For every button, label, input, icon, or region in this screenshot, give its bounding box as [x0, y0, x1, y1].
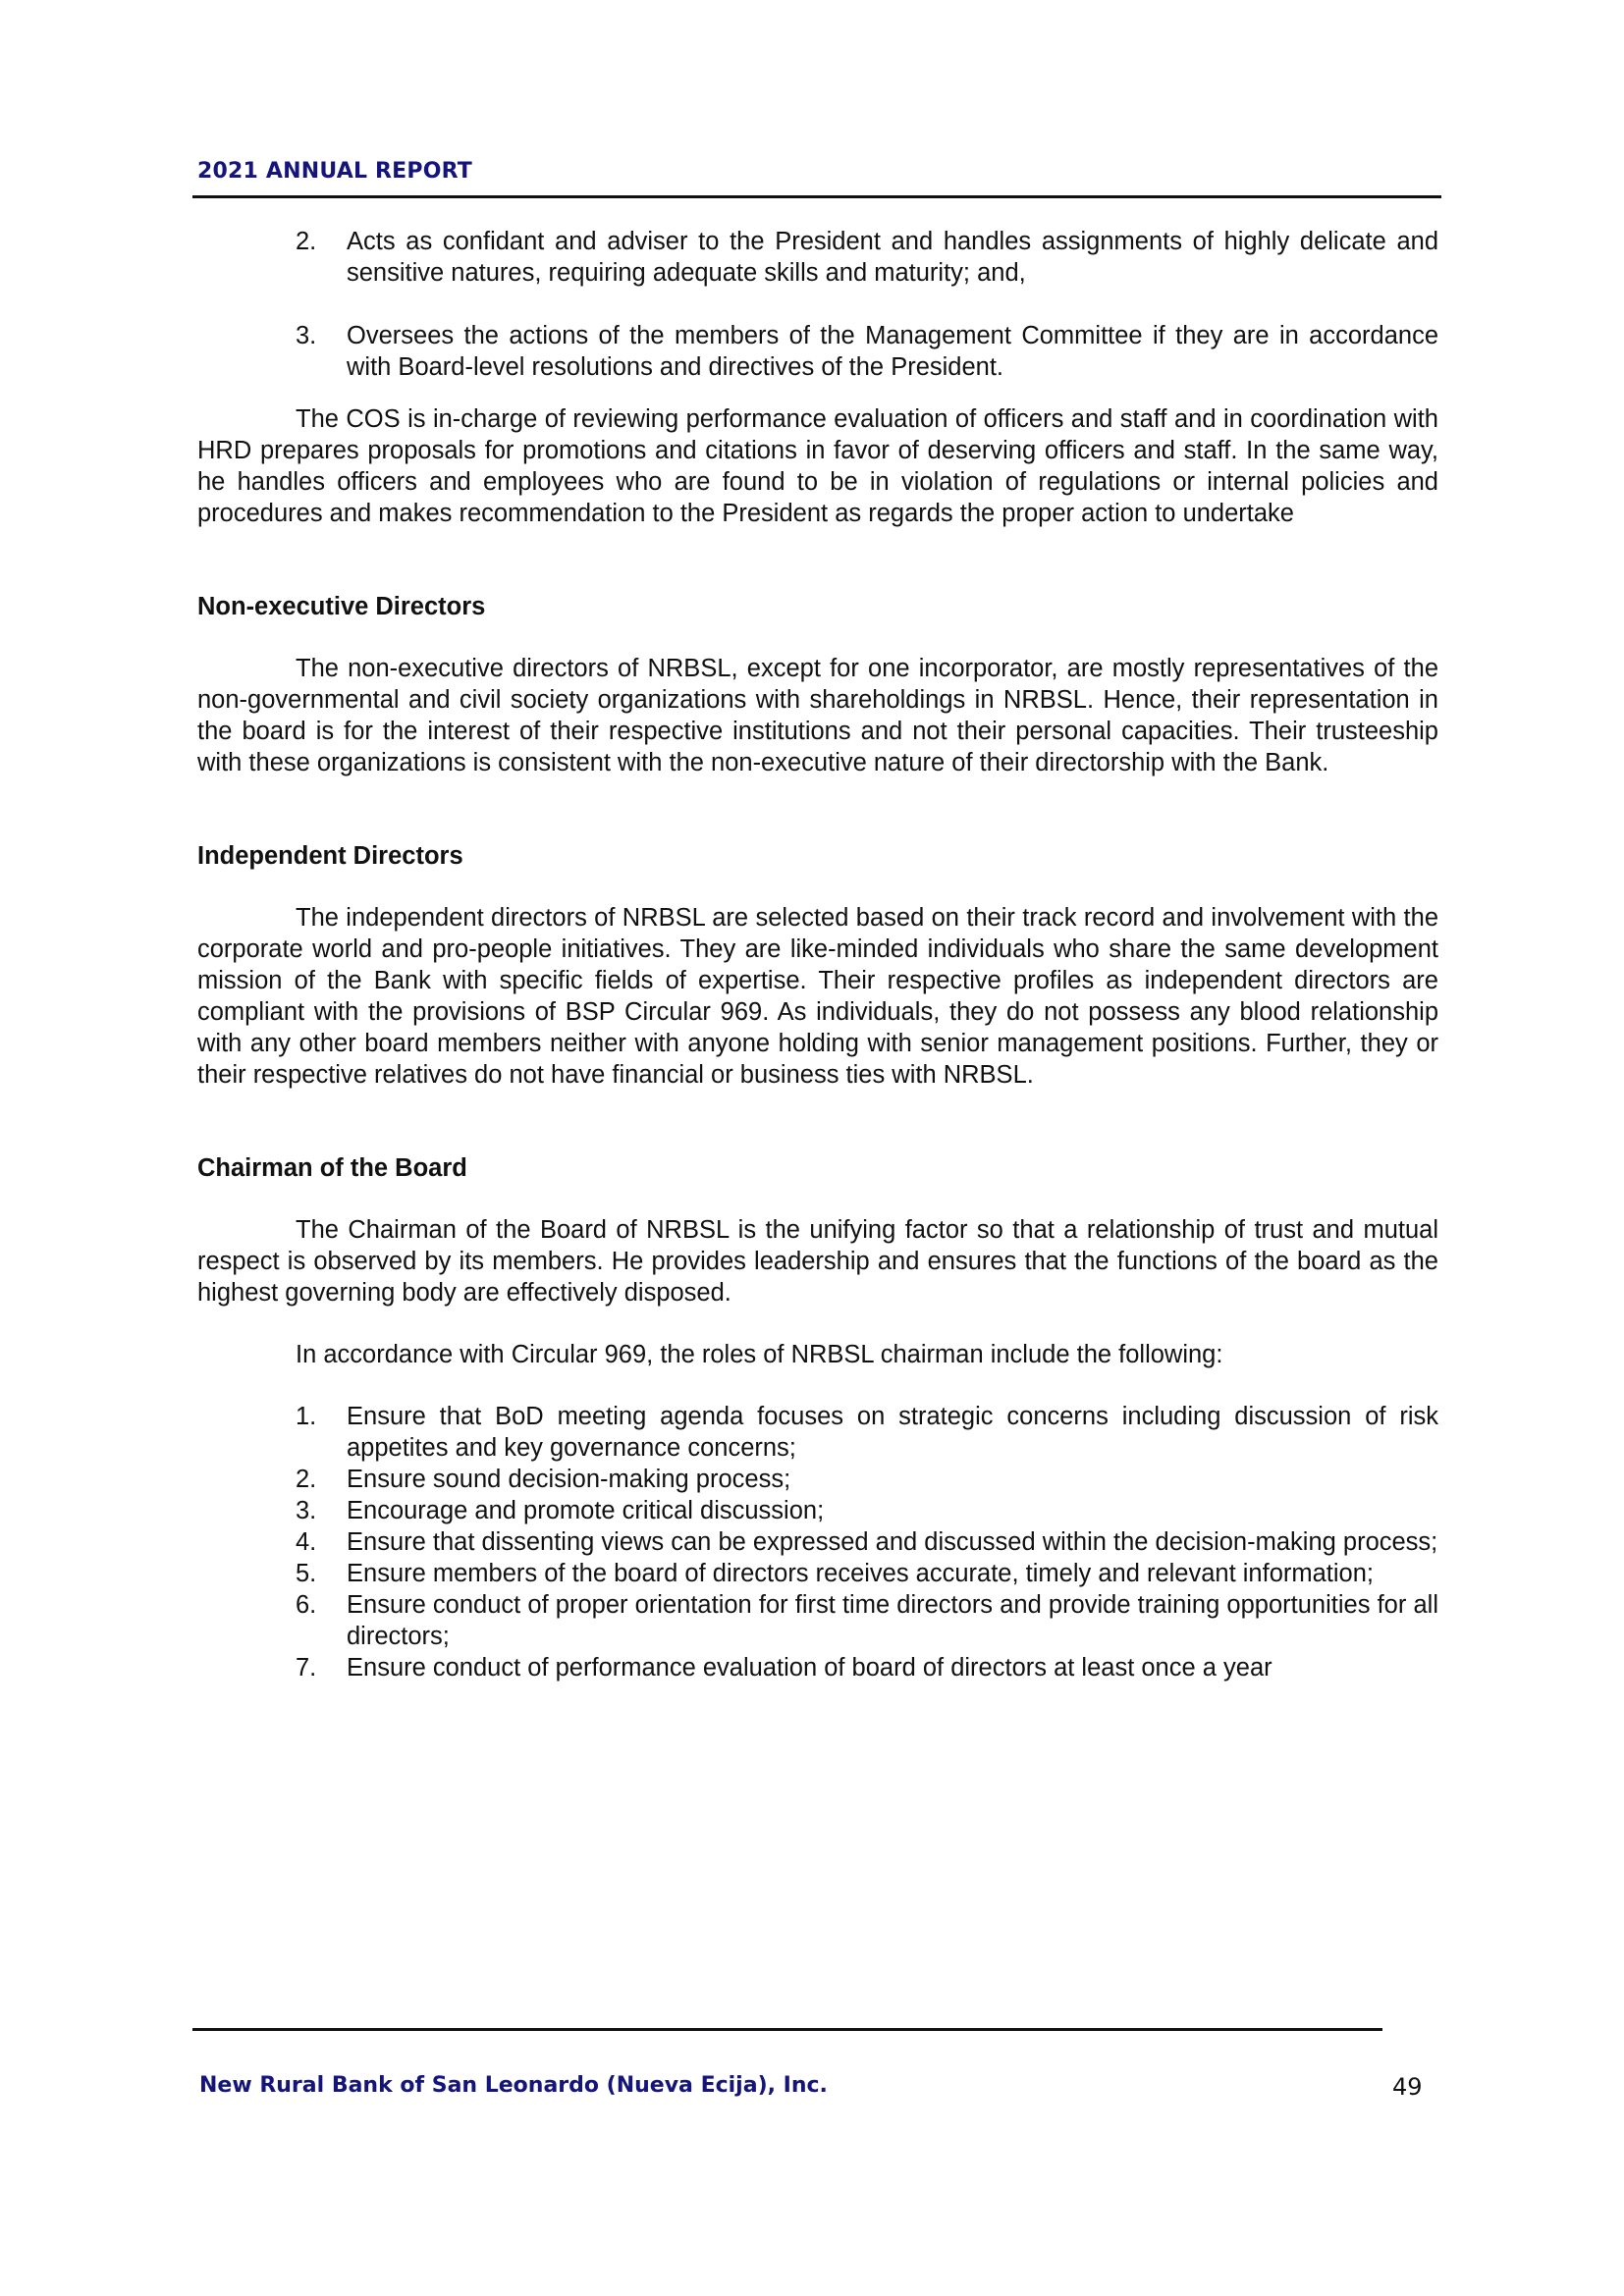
list-item — [197, 1526, 1438, 1558]
header-divider — [192, 195, 1441, 198]
list-item-number: 3. — [296, 1497, 317, 1524]
section-heading-non-executive: Non-executive Directors — [197, 593, 486, 620]
list-item-number: 6. — [296, 1591, 317, 1619]
list-item-number: 5. — [296, 1560, 317, 1587]
list-item-number: 4. — [296, 1528, 317, 1556]
list-item-text: Encourage and promote critical discussion; — [347, 1497, 825, 1524]
list-item — [197, 226, 1438, 289]
independent-paragraph: The independent directors of NRBSL are selected based on their track record and involvement with the corporate world and pro-people initiatives. They are like-minded individuals who share the same development mission of the Bank with specific fields of expertise. Their respective profiles as independent directors are compliant with the provisions of BSP Circular 969. As individuals, they do not possess any blood relationship with any other board members neither with anyone holding with senior management positions. Further, they or their respective relatives do not have financial or business ties with NRBSL. — [197, 904, 1438, 1089]
list-item-number: 2. — [296, 1466, 317, 1493]
list-item — [197, 1495, 1438, 1526]
section-heading-independent: Independent Directors — [197, 842, 463, 870]
list-item — [197, 320, 1438, 383]
chairman-roles-intro: In accordance with Circular 969, the roles of NRBSL chairman include the following: — [296, 1341, 1223, 1368]
page-content — [197, 226, 1438, 1683]
list-item-number: 2. — [296, 228, 317, 255]
list-item-text: Ensure conduct of proper orientation for first time directors and provide training opportunities for all directors; — [347, 1591, 1438, 1650]
list-item-text: Ensure members of the board of directors receives accurate, timely and relevant information; — [347, 1560, 1374, 1587]
cos-duties-list — [197, 226, 1438, 383]
list-item — [197, 1558, 1438, 1589]
list-item-text: Ensure that dissenting views can be expressed and discussed within the decision-making process; — [347, 1528, 1438, 1556]
list-item-text: Oversees the actions of the members of the Management Committee if they are in accordance with Board-level resolutions and directives of the President. — [347, 322, 1438, 381]
list-item — [197, 1401, 1438, 1464]
footer-divider — [192, 2028, 1382, 2031]
non-executive-paragraph: The non-executive directors of NRBSL, except for one incorporator, are mostly representatives of the non-governmental and civil society organizations with shareholdings in NRBSL. Hence, their representation in the board is for the interest of their respective institutions and not their personal capacities. Their trusteeship with these organizations is consistent with the non-executive nature of their directorship with the Bank. — [197, 655, 1438, 776]
cos-paragraph: The COS is in-charge of reviewing performance evaluation of officers and staff and in coordination with HRD prepares proposals for promotions and citations in favor of deserving officers and staff. In the same way, he handles officers and employees who are found to be in violation of regulations or internal policies and procedures and makes recommendation to the President as regards the proper action to undertake — [197, 405, 1438, 527]
list-item-text: Acts as confidant and adviser to the President and handles assignments of highly delicate and sensitive natures, requiring adequate skills and maturity; and, — [347, 228, 1438, 287]
list-item — [197, 1589, 1438, 1652]
list-item-text: Ensure conduct of performance evaluation of board of directors at least once a year — [347, 1654, 1272, 1682]
list-item-text: Ensure sound decision-making process; — [347, 1466, 791, 1493]
report-header-title: 2021 ANNUAL REPORT — [197, 159, 472, 184]
list-item-number: 3. — [296, 322, 317, 349]
chairman-paragraph: The Chairman of the Board of NRBSL is the unifying factor so that a relationship of trust and mutual respect is observed by its members. He provides leadership and ensures that the functions of the board as the highest governing body are effectively disposed. — [197, 1216, 1438, 1307]
section-heading-chairman: Chairman of the Board — [197, 1154, 467, 1182]
list-item-number: 7. — [296, 1654, 317, 1682]
chairman-roles-list — [197, 1401, 1438, 1683]
list-item-number: 1. — [296, 1403, 317, 1430]
footer-organization-name: New Rural Bank of San Leonardo (Nueva Ecija), Inc. — [199, 2073, 828, 2098]
list-item — [197, 1464, 1438, 1495]
page-number: 49 — [1392, 2073, 1423, 2101]
list-item-text: Ensure that BoD meeting agenda focuses on strategic concerns including discussion of risk appetites and key governance concerns; — [347, 1403, 1438, 1462]
list-item — [197, 1652, 1438, 1683]
